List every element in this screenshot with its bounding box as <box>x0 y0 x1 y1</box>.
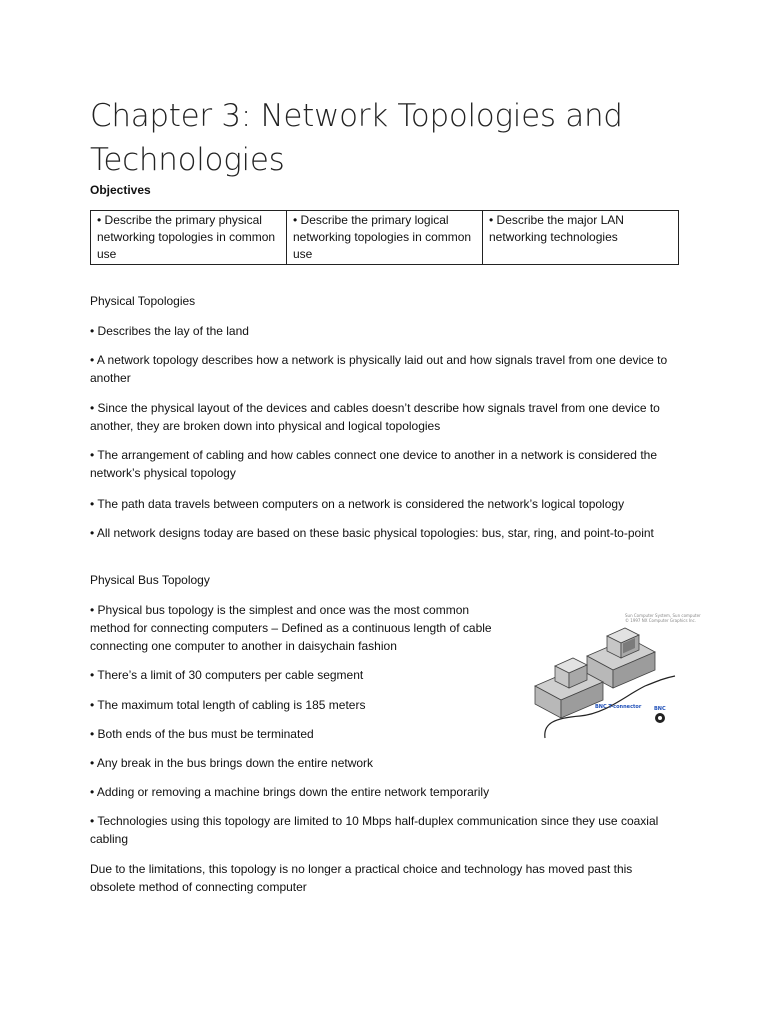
bullet-item: • The path data travels between computers on a network is considered the network’s logical topology <box>90 497 625 511</box>
terminator-label: BNC <box>654 706 666 712</box>
page-title: Chapter 3: Network Topologies and Technologies <box>90 98 623 178</box>
t-connector-label: BNC T-connector <box>595 704 642 710</box>
figure-caption: Sun Computer System, Sun computer <box>625 613 701 618</box>
section-heading-physical-topologies: Physical Topologies <box>90 294 196 308</box>
bullet-item: • The arrangement of cabling and how cables connect one device to another in a network is considered the network’s physical topology <box>90 448 657 480</box>
bullet-item: • There’s a limit of 30 computers per cable segment <box>90 668 364 682</box>
bullet-item: • Since the physical layout of the devices and cables doesn’t describe how signals travel from one device to another, they are broken down into physical and logical topologies <box>90 401 660 433</box>
bullet-item: • Technologies using this topology are limited to 10 Mbps half-duplex communication since they use coaxial cabling <box>90 814 659 846</box>
bullet-item: • The maximum total length of cabling is 185 meters <box>90 698 366 712</box>
objective-cell: • Describe the major LAN networking technologies <box>483 211 679 265</box>
bullet-item: • All network designs today are based on these basic physical topologies: bus, star, ring, and point-to-point <box>90 526 654 540</box>
section-heading-bus-topology: Physical Bus Topology <box>90 573 210 587</box>
figure-caption: © 1997 NX Computer Graphics Inc. <box>625 618 697 623</box>
bullet-item: • A network topology describes how a network is physically laid out and how signals travel from one device to another <box>90 353 668 385</box>
objectives-label: Objectives <box>90 183 151 197</box>
bullet-item: • Describes the lay of the land <box>90 324 249 338</box>
table-row <box>91 211 679 265</box>
terminator-icon-center <box>658 716 662 720</box>
bullet-item: • Physical bus topology is the simplest and once was the most common method for connecting computers – Defined as a continuous length of cable connecting one computer to another in daisychain fashion <box>90 603 492 653</box>
objectives-table <box>90 210 679 265</box>
objective-cell: • Describe the primary physical networking topologies in common use <box>91 211 287 265</box>
objective-cell: • Describe the primary logical networking topologies in common use <box>287 211 483 265</box>
bullet-item: • Both ends of the bus must be terminated <box>90 727 314 741</box>
bullet-item: • Any break in the bus brings down the entire network <box>90 756 374 770</box>
bullet-item: • Adding or removing a machine brings down the entire network temporarily <box>90 785 490 799</box>
conclusion-paragraph: Due to the limitations, this topology is no longer a practical choice and technology has moved past this obsolete method of connecting computer <box>90 862 633 894</box>
bus-topology-figure <box>525 608 701 743</box>
